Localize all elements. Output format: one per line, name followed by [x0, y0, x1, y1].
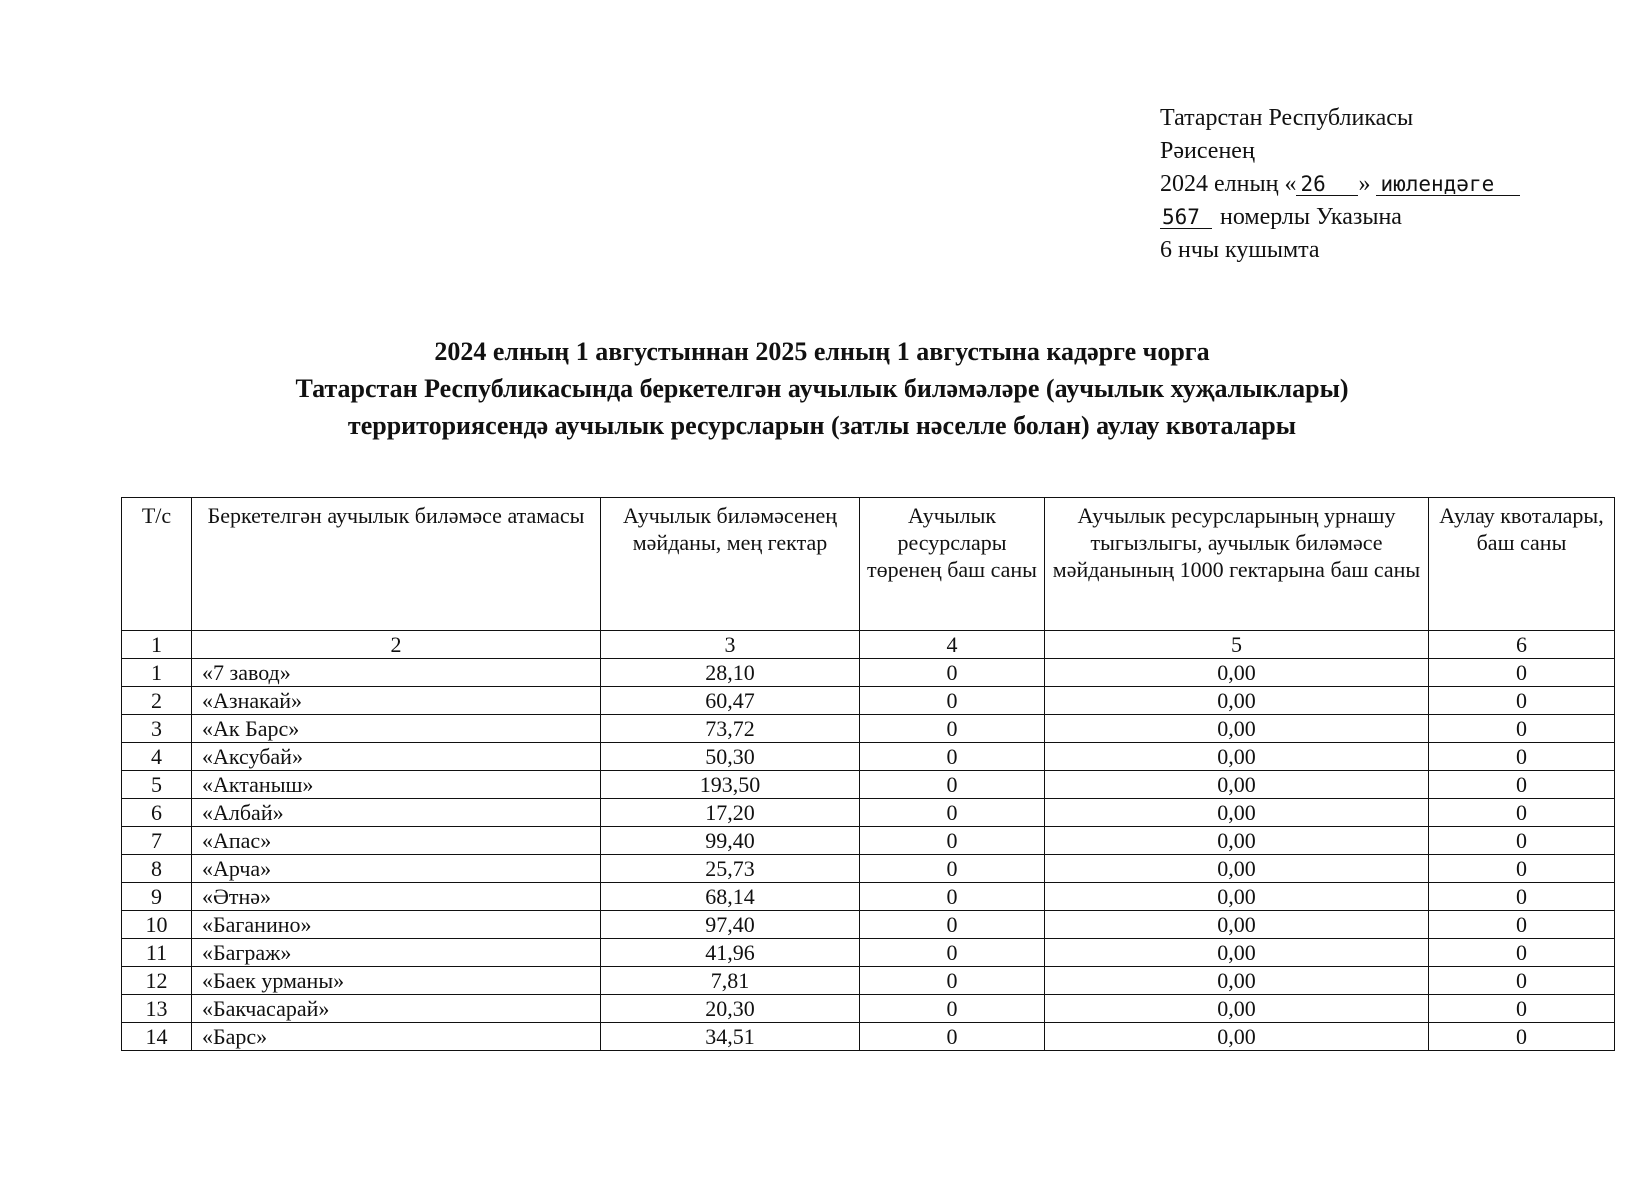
- table-row: [122, 967, 1615, 995]
- table-row: [122, 1023, 1615, 1051]
- area-cell: 28,10: [601, 659, 860, 687]
- area-cell: 60,47: [601, 687, 860, 715]
- density-cell: 0,00: [1045, 799, 1429, 827]
- quota-table: [121, 497, 1615, 1051]
- table-row: [122, 743, 1615, 771]
- row-index-cell: 6: [122, 799, 192, 827]
- table-body: [122, 631, 1615, 1051]
- area-cell: 99,40: [601, 827, 860, 855]
- row-index-cell: 12: [122, 967, 192, 995]
- population-cell: 0: [860, 911, 1045, 939]
- area-cell: 25,73: [601, 855, 860, 883]
- quota-cell: 0: [1429, 995, 1615, 1023]
- quota-cell: 0: [1429, 799, 1615, 827]
- area-cell: 7,81: [601, 967, 860, 995]
- area-cell: 20,30: [601, 995, 860, 1023]
- appendix-line-5: 6 нчы кушымта: [1160, 237, 1320, 263]
- row-index-cell: 4: [122, 743, 192, 771]
- population-cell: 0: [860, 687, 1045, 715]
- table-row: [122, 827, 1615, 855]
- area-cell: 17,20: [601, 799, 860, 827]
- population-cell: 0: [860, 827, 1045, 855]
- quota-cell: 0: [1429, 967, 1615, 995]
- row-index-cell: 2: [122, 687, 192, 715]
- population-cell: 0: [860, 715, 1045, 743]
- quota-cell: 0: [1429, 743, 1615, 771]
- table-header-row: [122, 498, 1615, 631]
- density-cell: 0,00: [1045, 771, 1429, 799]
- territory-name-cell: «Арча»: [192, 855, 601, 883]
- table-row: [122, 995, 1615, 1023]
- territory-name-cell: «Әтнә»: [192, 883, 601, 911]
- title-line-1: 2024 елның 1 августыннан 2025 елның 1 августына кадәрге чорга: [434, 337, 1210, 366]
- column-number: 1: [122, 631, 192, 659]
- population-cell: 0: [860, 743, 1045, 771]
- appendix-line-2: Рәисенең: [1160, 138, 1255, 164]
- quota-cell: 0: [1429, 827, 1615, 855]
- density-cell: 0,00: [1045, 911, 1429, 939]
- appendix-close-quote: »: [1358, 171, 1371, 197]
- population-cell: 0: [860, 1023, 1045, 1051]
- appendix-line-1: Татарстан Республикасы: [1160, 105, 1414, 131]
- territory-name-cell: «Аксубай»: [192, 743, 601, 771]
- area-cell: 73,72: [601, 715, 860, 743]
- population-cell: 0: [860, 939, 1045, 967]
- area-cell: 41,96: [601, 939, 860, 967]
- header-density: Аучылык ресурсларының урнашу тыгызлыгы, аучылык биләмәсе мәйданының 1000 гектарына баш саны: [1045, 498, 1429, 631]
- row-index-cell: 1: [122, 659, 192, 687]
- territory-name-cell: «Актаныш»: [192, 771, 601, 799]
- row-index-cell: 5: [122, 771, 192, 799]
- appendix-day: 26: [1296, 173, 1358, 196]
- density-cell: 0,00: [1045, 883, 1429, 911]
- row-index-cell: 7: [122, 827, 192, 855]
- row-index-cell: 9: [122, 883, 192, 911]
- appendix-year-prefix: 2024 елның «: [1160, 171, 1297, 197]
- table-row: [122, 911, 1615, 939]
- column-number: 5: [1045, 631, 1429, 659]
- row-index-cell: 13: [122, 995, 192, 1023]
- territory-name-cell: «7 завод»: [192, 659, 601, 687]
- density-cell: 0,00: [1045, 967, 1429, 995]
- area-cell: 193,50: [601, 771, 860, 799]
- row-index-cell: 8: [122, 855, 192, 883]
- territory-name-cell: «Баганино»: [192, 911, 601, 939]
- density-cell: 0,00: [1045, 743, 1429, 771]
- quota-cell: 0: [1429, 939, 1615, 967]
- column-number-row: [122, 631, 1615, 659]
- row-index-cell: 3: [122, 715, 192, 743]
- population-cell: 0: [860, 799, 1045, 827]
- quota-cell: 0: [1429, 1023, 1615, 1051]
- density-cell: 0,00: [1045, 995, 1429, 1023]
- area-cell: 34,51: [601, 1023, 860, 1051]
- population-cell: 0: [860, 855, 1045, 883]
- row-index-cell: 14: [122, 1023, 192, 1051]
- territory-name-cell: «Албай»: [192, 799, 601, 827]
- table-row: [122, 771, 1615, 799]
- column-number: 6: [1429, 631, 1615, 659]
- appendix-month: июлендәге: [1376, 173, 1520, 196]
- density-cell: 0,00: [1045, 827, 1429, 855]
- quota-cell: 0: [1429, 855, 1615, 883]
- header-index: Т/с: [122, 498, 192, 631]
- density-cell: 0,00: [1045, 939, 1429, 967]
- area-cell: 68,14: [601, 883, 860, 911]
- density-cell: 0,00: [1045, 687, 1429, 715]
- quota-cell: 0: [1429, 771, 1615, 799]
- territory-name-cell: «Баграж»: [192, 939, 601, 967]
- quota-cell: 0: [1429, 715, 1615, 743]
- header-population: Аучылык ресурслары төренең баш саны: [860, 498, 1045, 631]
- population-cell: 0: [860, 995, 1045, 1023]
- population-cell: 0: [860, 967, 1045, 995]
- title-line-2: Татарстан Республикасында беркетелгән аучылык биләмәләре (аучылык хуҗалыклары): [295, 374, 1349, 403]
- title-line-3: территориясендә аучылык ресурсларын (затлы нәселле болан) аулау квоталары: [347, 411, 1297, 440]
- appendix-note: [1160, 102, 1520, 267]
- table-row: [122, 939, 1615, 967]
- document-title: [0, 333, 1644, 444]
- quota-cell: 0: [1429, 659, 1615, 687]
- density-cell: 0,00: [1045, 1023, 1429, 1051]
- header-area: Аучылык биләмәсенең мәйданы, мең гектар: [601, 498, 860, 631]
- quota-cell: 0: [1429, 687, 1615, 715]
- quota-cell: 0: [1429, 911, 1615, 939]
- column-number: 2: [192, 631, 601, 659]
- header-quota: Аулау квоталары, баш саны: [1429, 498, 1615, 631]
- territory-name-cell: «Азнакай»: [192, 687, 601, 715]
- area-cell: 50,30: [601, 743, 860, 771]
- table-row: [122, 659, 1615, 687]
- column-number: 3: [601, 631, 860, 659]
- territory-name-cell: «Барс»: [192, 1023, 601, 1051]
- population-cell: 0: [860, 659, 1045, 687]
- appendix-decree-number: 567: [1160, 206, 1212, 229]
- density-cell: 0,00: [1045, 715, 1429, 743]
- appendix-decree-line: [1160, 201, 1520, 234]
- table-row: [122, 855, 1615, 883]
- table-row: [122, 799, 1615, 827]
- area-cell: 97,40: [601, 911, 860, 939]
- quota-cell: 0: [1429, 883, 1615, 911]
- territory-name-cell: «Апас»: [192, 827, 601, 855]
- column-number: 4: [860, 631, 1045, 659]
- row-index-cell: 10: [122, 911, 192, 939]
- population-cell: 0: [860, 771, 1045, 799]
- appendix-decree-text: номерлы Указына: [1220, 204, 1402, 230]
- territory-name-cell: «Ак Барс»: [192, 715, 601, 743]
- row-index-cell: 11: [122, 939, 192, 967]
- table-row: [122, 715, 1615, 743]
- territory-name-cell: «Баек урманы»: [192, 967, 601, 995]
- table-row: [122, 687, 1615, 715]
- header-territory-name: Беркетелгән аучылык биләмәсе атамасы: [192, 498, 601, 631]
- table-row: [122, 883, 1615, 911]
- density-cell: 0,00: [1045, 659, 1429, 687]
- territory-name-cell: «Бакчасарай»: [192, 995, 601, 1023]
- population-cell: 0: [860, 883, 1045, 911]
- density-cell: 0,00: [1045, 855, 1429, 883]
- appendix-date-line: [1160, 168, 1520, 201]
